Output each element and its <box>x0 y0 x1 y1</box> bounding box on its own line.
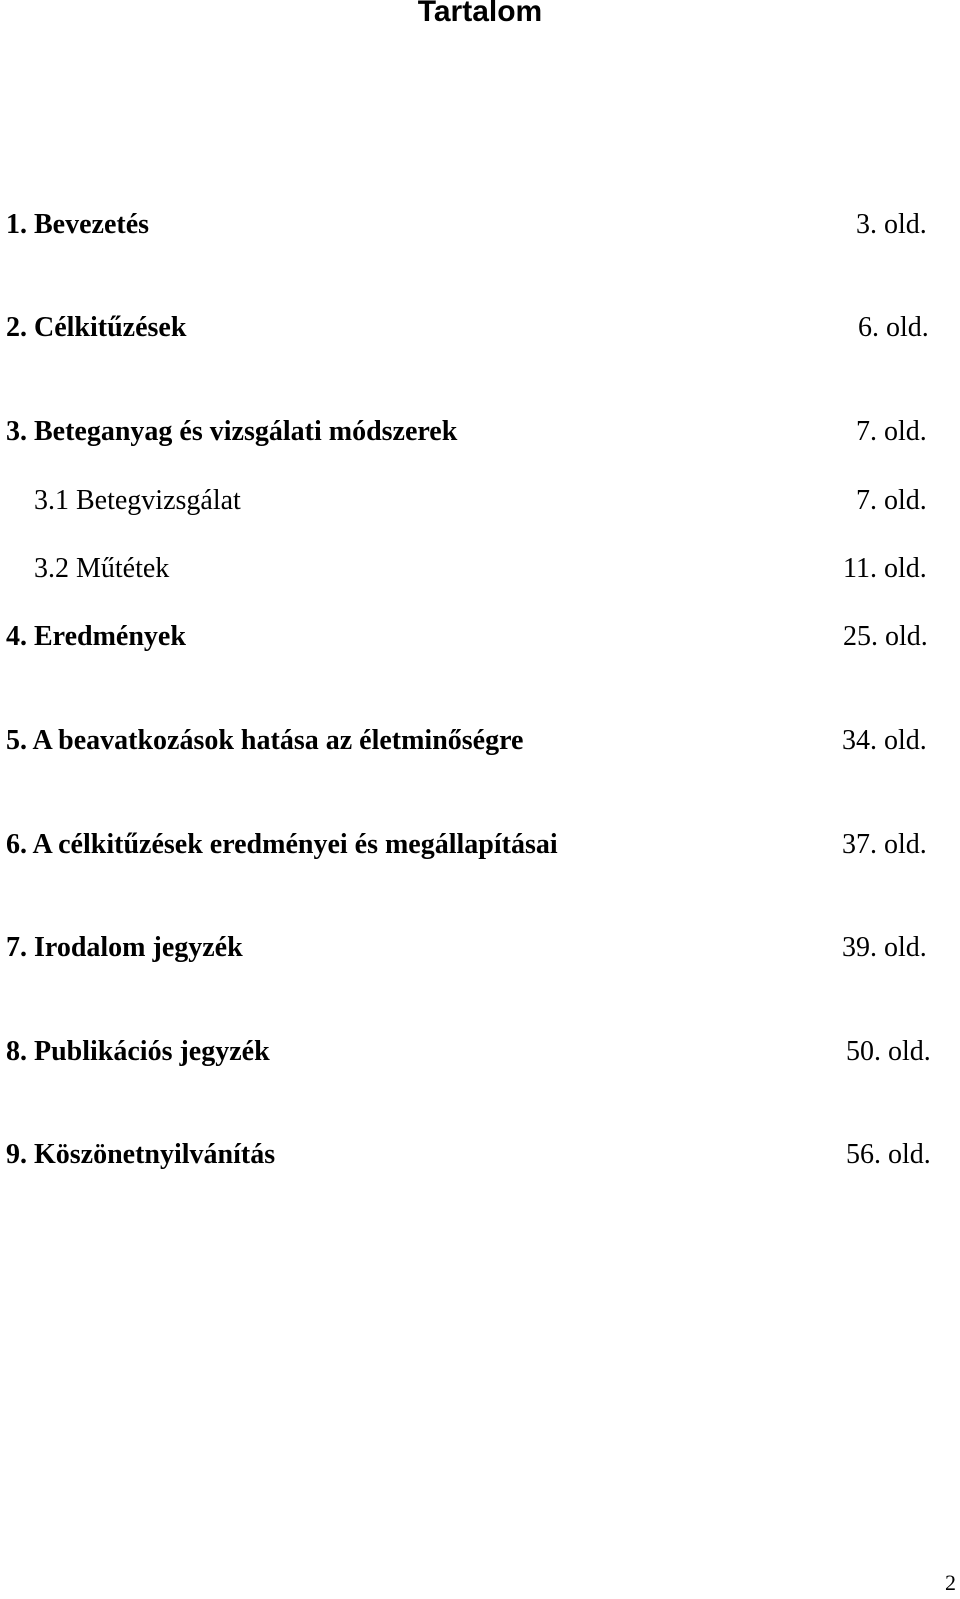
toc-page: 7. old. <box>856 485 927 516</box>
toc-label: 3. Beteganyag és vizsgálati módszerek <box>6 416 458 447</box>
toc-page: 37. old. <box>842 829 927 860</box>
toc-label: 3.2 Műtétek <box>34 553 170 584</box>
toc-label: 9. Köszönetnyilvánítás <box>6 1139 276 1170</box>
toc-label: 2. Célkitűzések <box>6 312 187 343</box>
toc-page: 34. old. <box>842 725 927 756</box>
toc-page: 11. old. <box>843 553 927 584</box>
toc-label: 4. Eredmények <box>6 621 186 652</box>
toc-page: 7. old. <box>856 416 927 447</box>
toc-label: 8. Publikációs jegyzék <box>6 1036 270 1067</box>
toc-page: 25. old. <box>843 621 928 652</box>
toc-label: 1. Bevezetés <box>6 209 150 240</box>
toc-page: 6. old. <box>858 312 929 343</box>
toc-label: 3.1 Betegvizsgálat <box>34 485 241 516</box>
toc-page: 56. old. <box>846 1139 931 1170</box>
page-title: Tartalom <box>417 0 543 28</box>
toc-page: 50. old. <box>846 1036 931 1067</box>
toc-label: 6. A célkitűzések eredményei és megállapításai <box>6 829 558 860</box>
toc-page: 3. old. <box>856 209 927 240</box>
toc-label: 7. Irodalom jegyzék <box>6 932 243 963</box>
toc-page: 39. old. <box>842 932 927 963</box>
toc-label: 5. A beavatkozások hatása az életminőségre <box>6 725 524 756</box>
page-number: 2 <box>945 1570 956 1595</box>
